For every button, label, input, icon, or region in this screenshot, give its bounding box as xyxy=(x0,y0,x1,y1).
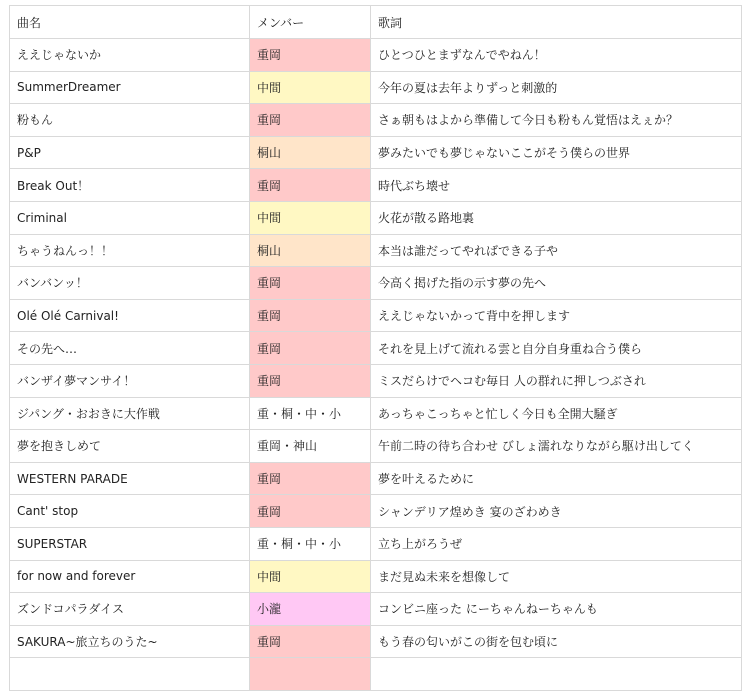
member-cell: 桐山 xyxy=(250,136,371,169)
header-row xyxy=(10,6,742,39)
table-row xyxy=(10,364,742,397)
lyric-cell: コンビニ座った にーちゃんねーちゃんも xyxy=(371,593,742,626)
song-title-cell: P&P xyxy=(10,136,250,169)
member-cell: 重岡 xyxy=(250,495,371,528)
song-title-cell: ちゃうねんっ！！ xyxy=(10,234,250,267)
table-row xyxy=(10,136,742,169)
lyric-cell: ひとつひとまずなんでやねん！ xyxy=(371,39,742,72)
song-title-cell: SAKURA~旅立ちのうた~ xyxy=(10,625,250,658)
table-row xyxy=(10,397,742,430)
member-cell: 重岡 xyxy=(250,299,371,332)
song-title-cell: その先へ… xyxy=(10,332,250,365)
member-cell: 桐山 xyxy=(250,234,371,267)
song-table xyxy=(9,5,742,691)
lyric-cell: シャンデリア煌めき 宴のざわめき xyxy=(371,495,742,528)
lyric-cell: 夢を叶えるために xyxy=(371,462,742,495)
lyric-cell: あっちゃこっちゃと忙しく今日も全開大騒ぎ xyxy=(371,397,742,430)
table-row xyxy=(10,299,742,332)
member-cell: 重岡 xyxy=(250,332,371,365)
song-title-cell: ええじゃないか xyxy=(10,39,250,72)
table-row xyxy=(10,593,742,626)
table-row xyxy=(10,462,742,495)
table-row xyxy=(10,625,742,658)
song-title-cell: 粉もん xyxy=(10,104,250,137)
lyric-cell: 今年の夏は去年よりずっと刺激的 xyxy=(371,71,742,104)
member-cell: 重岡 xyxy=(250,267,371,300)
member-cell: 重岡・神山 xyxy=(250,430,371,463)
member-cell: 重岡 xyxy=(250,462,371,495)
lyric-cell: 夢みたいでも夢じゃないここがそう僕らの世界 xyxy=(371,136,742,169)
lyric-cell: ええじゃないかって背中を押します xyxy=(371,299,742,332)
song-title-cell: for now and forever xyxy=(10,560,250,593)
lyric-cell: 今高く掲げた指の示す夢の先へ xyxy=(371,267,742,300)
lyric-cell: それを見上げて流れる雲と自分自身重ね合う僕ら xyxy=(371,332,742,365)
song-title-cell: バンバンッ！ xyxy=(10,267,250,300)
song-title-cell: Cant' stop xyxy=(10,495,250,528)
song-title-cell: ズンドコパラダイス xyxy=(10,593,250,626)
table-row xyxy=(10,71,742,104)
member-cell: 重岡 xyxy=(250,364,371,397)
member-cell: 小瀧 xyxy=(250,593,371,626)
song-title-cell: Olé Olé Carnival! xyxy=(10,299,250,332)
table-row xyxy=(10,169,742,202)
song-title-cell: Criminal xyxy=(10,201,250,234)
lyric-cell: 時代ぶち壊せ xyxy=(371,169,742,202)
member-cell: 重岡 xyxy=(250,104,371,137)
lyric-cell: ミスだらけでヘコむ毎日 人の群れに押しつぶされ xyxy=(371,364,742,397)
lyric-cell: 午前二時の待ち合わせ びしょ濡れなりながら駆け出してく xyxy=(371,430,742,463)
lyric-cell: 本当は誰だってやればできる子や xyxy=(371,234,742,267)
lyric-cell: 火花が散る路地裏 xyxy=(371,201,742,234)
lyric-cell: 立ち上がろうぜ xyxy=(371,527,742,560)
song-title-cell: バンザイ夢マンサイ！ xyxy=(10,364,250,397)
song-title-cell: SummerDreamer xyxy=(10,71,250,104)
table-row xyxy=(10,39,742,72)
song-title-cell: ジパング・おおきに大作戦 xyxy=(10,397,250,430)
member-cell: 中間 xyxy=(250,560,371,593)
table-row xyxy=(10,495,742,528)
member-cell: 重岡 xyxy=(250,169,371,202)
table-row xyxy=(10,104,742,137)
table-row xyxy=(10,201,742,234)
song-title-cell: 夢を抱きしめて xyxy=(10,430,250,463)
song-title-cell: Break Out！ xyxy=(10,169,250,202)
table-row xyxy=(10,560,742,593)
header-lyrics: 歌詞 xyxy=(371,6,742,39)
member-cell: 重岡 xyxy=(250,39,371,72)
header-title: 曲名 xyxy=(10,6,250,39)
member-cell: 中間 xyxy=(250,201,371,234)
member-cell: 重岡 xyxy=(250,625,371,658)
lyric-cell: まだ見ぬ未来を想像して xyxy=(371,560,742,593)
member-cell: 中間 xyxy=(250,71,371,104)
member-cell: 重・桐・中・小 xyxy=(250,527,371,560)
song-title-cell: WESTERN PARADE xyxy=(10,462,250,495)
table-row xyxy=(10,332,742,365)
lyric-cell: もう春の匂いがこの街を包む頃に xyxy=(371,625,742,658)
header-member: メンバー xyxy=(250,6,371,39)
table-row xyxy=(10,527,742,560)
table-row xyxy=(10,267,742,300)
table-row xyxy=(10,430,742,463)
table-row xyxy=(10,234,742,267)
member-cell: 重・桐・中・小 xyxy=(250,397,371,430)
song-title-cell: SUPERSTAR xyxy=(10,527,250,560)
lyric-cell: さぁ朝もはよから準備して今日も粉もん覚悟はえぇか？ xyxy=(371,104,742,137)
